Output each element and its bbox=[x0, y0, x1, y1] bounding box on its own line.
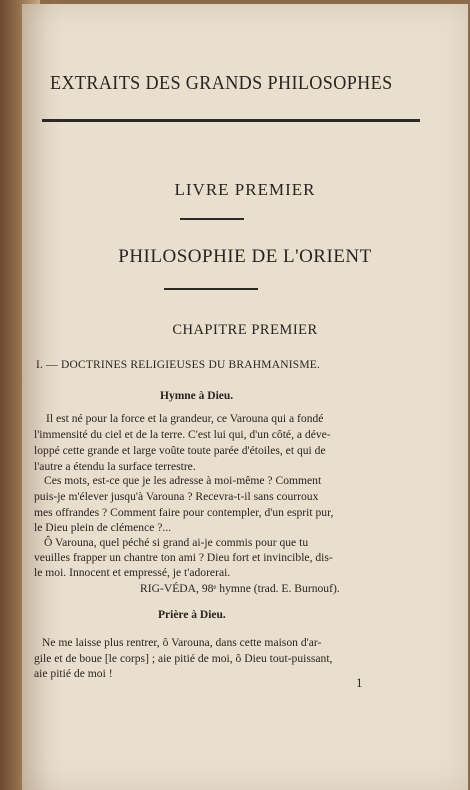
prayer-line: gile et de boue [le corps] ; aie pitié de moi, ô Dieu tout-puissant, bbox=[34, 652, 333, 665]
prayer-line: aie pitié de moi ! bbox=[34, 667, 113, 680]
hymn-line: puis-je m'élever jusqu'à Varouna ? Recevra-t-il sans courroux bbox=[34, 490, 319, 503]
hymn-line: Il est né pour la force et la grandeur, ce Varouna qui a fondé bbox=[46, 412, 324, 425]
section-title: I. — DOCTRINES RELIGIEUSES DU BRAHMANISME. bbox=[36, 359, 321, 371]
hymn-line: l'autre a étendu la surface terrestre. bbox=[34, 460, 196, 473]
part-title-rule bbox=[164, 288, 258, 290]
hymn-heading: Hymne à Dieu. bbox=[160, 390, 234, 402]
book-title-rule bbox=[180, 218, 244, 220]
book-page bbox=[22, 4, 468, 790]
part-title: PHILOSOPHIE DE L'ORIENT bbox=[118, 246, 372, 267]
citation: RIG-VÉDA, 98ᵉ hymne (trad. E. Burnouf). bbox=[140, 582, 340, 595]
hymn-line: Ô Varouna, quel péché si grand ai-je commis pour que tu bbox=[44, 536, 309, 549]
hymn-line: loppé cette grande et large voûte toute parée d'étoiles, et qui de bbox=[34, 444, 326, 457]
prayer-line: Ne me laisse plus rentrer, ô Varouna, dans cette maison d'ar- bbox=[42, 636, 322, 649]
chapter-title: CHAPITRE PREMIER bbox=[172, 322, 318, 338]
hymn-line: Ces mots, est-ce que je les adresse à moi-même ? Comment bbox=[44, 474, 322, 487]
running-head: EXTRAITS DES GRANDS PHILOSOPHES bbox=[50, 73, 393, 94]
page-number: 1 bbox=[356, 675, 363, 690]
book-title: LIVRE PREMIER bbox=[174, 180, 316, 199]
hymn-line: veuilles frapper un chantre ton ami ? Dieu fort et invincible, dis- bbox=[34, 551, 333, 564]
hymn-line: mes offrandes ? Comment faire pour contempler, d'un esprit pur, bbox=[34, 506, 334, 519]
hymn-line: le Dieu plein de clémence ?... bbox=[34, 521, 172, 534]
header-rule bbox=[42, 119, 420, 122]
hymn-line: le moi. Innocent et empressé, je t'adorerai. bbox=[34, 566, 231, 579]
hymn-line: l'immensité du ciel et de la terre. C'est lui qui, d'un côté, a déve- bbox=[34, 428, 331, 441]
prayer-heading: Prière à Dieu. bbox=[158, 609, 226, 621]
